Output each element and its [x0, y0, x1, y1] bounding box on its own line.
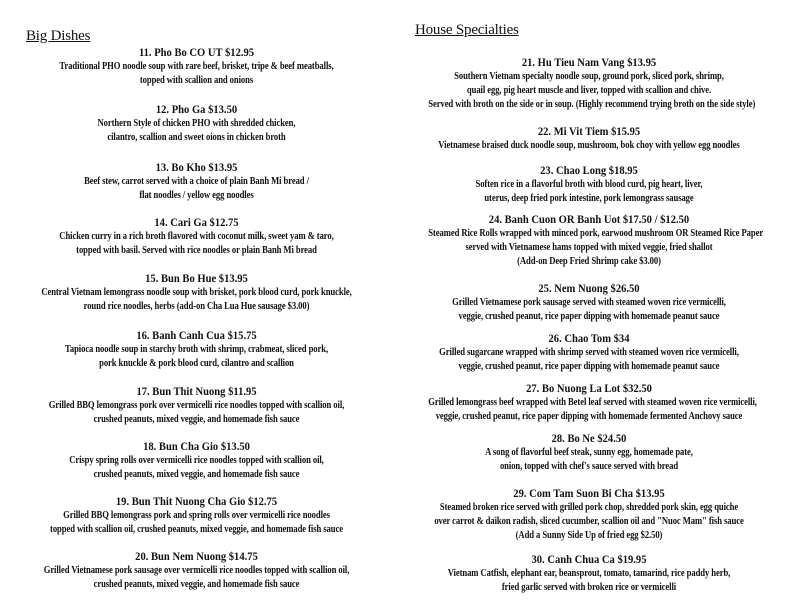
- menu-item-description: [35, 343, 357, 371]
- description-line: Grilled Vietnamese pork sausage over vermicelli rice noodles topped with scallion oil,: [43, 565, 350, 576]
- description-line: Northern Style of chicken PHO with shredded chicken,: [97, 118, 296, 129]
- menu-item-title: 13. Bo Kho $13.95: [155, 160, 238, 174]
- description-line: crushed peanuts, mixed veggie, and homemade fish sauce: [93, 414, 300, 425]
- menu-item-title: 26. Chao Tom $34: [548, 331, 630, 345]
- menu-item-title: 16. Banh Canh Cua $15.75: [136, 328, 257, 342]
- description-line: A song of flavorful beef steak, sunny egg, homemade pate,: [485, 447, 693, 458]
- menu-item-title: 21. Hu Tieu Nam Vang $13.95: [521, 55, 657, 69]
- menu-item: [393, 381, 785, 424]
- description-line: uterus, deep fried pork intestine, pork lemongrass sausage: [484, 193, 694, 204]
- menu-item: [393, 486, 785, 543]
- description-line: Vietnam Catfish, elephant ear, beansprout, tomato, tamarind, rice paddy herb,: [447, 568, 731, 579]
- menu-item: [0, 271, 393, 314]
- big-dishes-heading: Big Dishes: [26, 28, 91, 44]
- menu-item-description: [35, 60, 357, 88]
- menu-item: [393, 331, 785, 374]
- menu-item: [393, 552, 785, 595]
- description-line: Steamed broken rice served with grilled pork chop, shredded pork skin, egg quiche: [439, 502, 739, 513]
- menu-item-description: [428, 178, 749, 206]
- menu-item-description: [35, 454, 357, 482]
- menu-item: [393, 431, 785, 474]
- menu-item: [0, 549, 393, 592]
- house-specialties-heading: House Specialties: [415, 22, 519, 38]
- description-line: Grilled sugarcane wrapped with shrimp served with steamed woven rice vermicelli,: [439, 347, 739, 358]
- description-line: (Add a Sunny Side Up of fried egg $2.50): [515, 530, 663, 541]
- description-line: round rice noodles, herbs (add-on Cha Lua Hue sausage $3.00): [83, 301, 310, 312]
- description-line: pork knuckle & pork blood curd, cilantro and scallion: [99, 358, 294, 369]
- description-line: veggie, crushed peanut, rice paper dipping with homemade fermented Anchovy sauce: [435, 411, 743, 422]
- menu-item-title: 12. Pho Ga $13.50: [155, 102, 238, 116]
- description-line: Grilled lemongrass beef wrapped with Betel leaf served with steamed woven rice vermicelli,: [428, 397, 757, 408]
- menu-item: [0, 384, 393, 427]
- menu-item: [0, 215, 393, 258]
- menu-item-description: [428, 296, 749, 324]
- menu-item-description: [428, 227, 764, 269]
- description-line: topped with scallion and onions: [139, 75, 254, 86]
- menu-item-description: [428, 501, 749, 543]
- menu-item-description: [35, 399, 357, 427]
- description-line: Vietnamese braised duck noodle soup, mushroom, bok choy with yellow egg noodles: [438, 140, 740, 151]
- menu-item: [393, 124, 785, 153]
- menu-item-title: 15. Bun Bo Hue $13.95: [145, 271, 248, 285]
- menu-item-title: 27. Bo Nuong La Lot $32.50: [526, 381, 652, 395]
- menu-item-title: 17. Bun Thit Nuong $11.95: [136, 384, 257, 398]
- menu-item-description: [35, 117, 357, 145]
- description-line: Crispy spring rolls over vermicelli rice noodles topped with scallion oil,: [69, 455, 324, 466]
- menu-item-description: [35, 230, 357, 258]
- description-line: Traditional PHO noodle soup with rare beef, brisket, tripe & beef meatballs,: [59, 61, 334, 72]
- description-line: veggie, crushed peanut, rice paper dipping with homemade peanut sauce: [458, 361, 720, 372]
- menu-item-description: [428, 567, 749, 595]
- description-line: served with Vietnamese hams topped with mixed veggie, fried shallot: [465, 242, 713, 253]
- menu-item-description: [428, 346, 749, 374]
- menu-item: [393, 163, 785, 206]
- description-line: flat noodles / yellow egg noodles: [139, 190, 254, 201]
- description-line: Southern Vietnam specialty noodle soup, ground pork, sliced pork, shrimp,: [454, 71, 724, 82]
- description-line: fried garlic served with broken rice or vermicelli: [501, 582, 677, 593]
- menu-item-title: 20. Bun Nem Nuong $14.75: [135, 549, 258, 563]
- menu-item-title: 25. Nem Nuong $26.50: [538, 281, 640, 295]
- description-line: Tapioca noodle soup in starchy broth with shrimp, crabmeat, sliced pork,: [64, 344, 329, 355]
- menu-item: [393, 281, 785, 324]
- description-line: Grilled BBQ lemongrass pork over vermicelli rice noodles topped with scallion oil,: [48, 400, 345, 411]
- menu-item-title: 24. Banh Cuon OR Banh Uot $17.50 / $12.50: [488, 212, 690, 226]
- menu-item: [0, 160, 393, 203]
- menu-item-title: 30. Canh Chua Ca $19.95: [531, 552, 647, 566]
- description-line: Served with broth on the side or in soup. (Highly recommend trying broth on the side style): [428, 99, 756, 110]
- menu-item: [0, 102, 393, 145]
- menu-item: [0, 494, 393, 537]
- menu-item-description: [428, 446, 749, 474]
- menu-item-title: 14. Cari Ga $12.75: [154, 215, 239, 229]
- menu-item-title: 28. Bo Ne $24.50: [551, 431, 627, 445]
- description-line: veggie, crushed peanut, rice paper dipping with homemade peanut sauce: [458, 311, 720, 322]
- description-line: topped with scallion oil, crushed peanuts, mixed veggie, and homemade fish sauce: [50, 524, 343, 535]
- description-line: Grilled BBQ lemongrass pork and spring rolls over vermicelli rice noodles: [63, 510, 330, 521]
- menu-item: [0, 439, 393, 482]
- menu-item-title: 29. Com Tam Suon Bi Cha $13.95: [513, 486, 665, 500]
- menu-item-description: [35, 509, 357, 537]
- menu-item-description: [428, 70, 756, 112]
- description-line: crushed peanuts, mixed veggie, and homemade fish sauce: [93, 469, 300, 480]
- description-line: over carrot & daikon radish, sliced cucumber, scallion oil and "Nuoc Mam" fish sauce: [434, 516, 744, 527]
- menu-item-title: 22. Mi Vit Tiem $15.95: [537, 124, 641, 138]
- menu-item-title: 19. Bun Thit Nuong Cha Gio $12.75: [115, 494, 278, 508]
- menu-item: [393, 212, 785, 269]
- menu-item: [0, 328, 393, 371]
- description-line: Beef stew, carrot served with a choice of plain Banh Mi bread /: [84, 176, 309, 187]
- description-line: topped with basil. Served with rice noodles or plain Banh Mi bread: [76, 245, 317, 256]
- description-line: Grilled Vietnamese pork sausage served with steamed woven rice vermicelli,: [452, 297, 726, 308]
- description-line: (Add-on Deep Fried Shrimp cake $3.00): [517, 256, 661, 267]
- menu-item: [393, 55, 785, 112]
- description-line: crushed peanuts, mixed veggie, and homemade fish sauce: [93, 579, 300, 590]
- menu-item-description: [428, 139, 749, 153]
- menu-item-description: [428, 396, 757, 424]
- description-line: cilantro, scallion and sweet oions in chicken broth: [107, 132, 286, 143]
- menu-item-title: 18. Bun Cha Gio $13.50: [143, 439, 250, 453]
- description-line: Central Vietnam lemongrass noodle soup with brisket, pork blood curd, pork knuckle,: [41, 287, 352, 298]
- description-line: onion, topped with chef's sauce served with bread: [499, 461, 679, 472]
- description-line: Chicken curry in a rich broth flavored with coconut milk, sweet yam & taro,: [59, 231, 334, 242]
- menu-item-description: [35, 286, 357, 314]
- description-line: Soften rice in a flavorful broth with blood curd, pig heart, liver,: [475, 179, 703, 190]
- menu-item: [0, 45, 393, 88]
- description-line: Steamed Rice Rolls wrapped with minced pork, earwood mushroom OR Steamed Rice Paper: [428, 228, 764, 239]
- description-line: quail egg, pig heart muscle and liver, topped with scallion and chive.: [466, 85, 712, 96]
- menu-item-description: [35, 564, 357, 592]
- menu-item-title: 23. Chao Long $18.95: [540, 163, 638, 177]
- menu-item-title: 11. Pho Bo CO UT $12.95: [138, 45, 255, 59]
- menu-item-description: [35, 175, 357, 203]
